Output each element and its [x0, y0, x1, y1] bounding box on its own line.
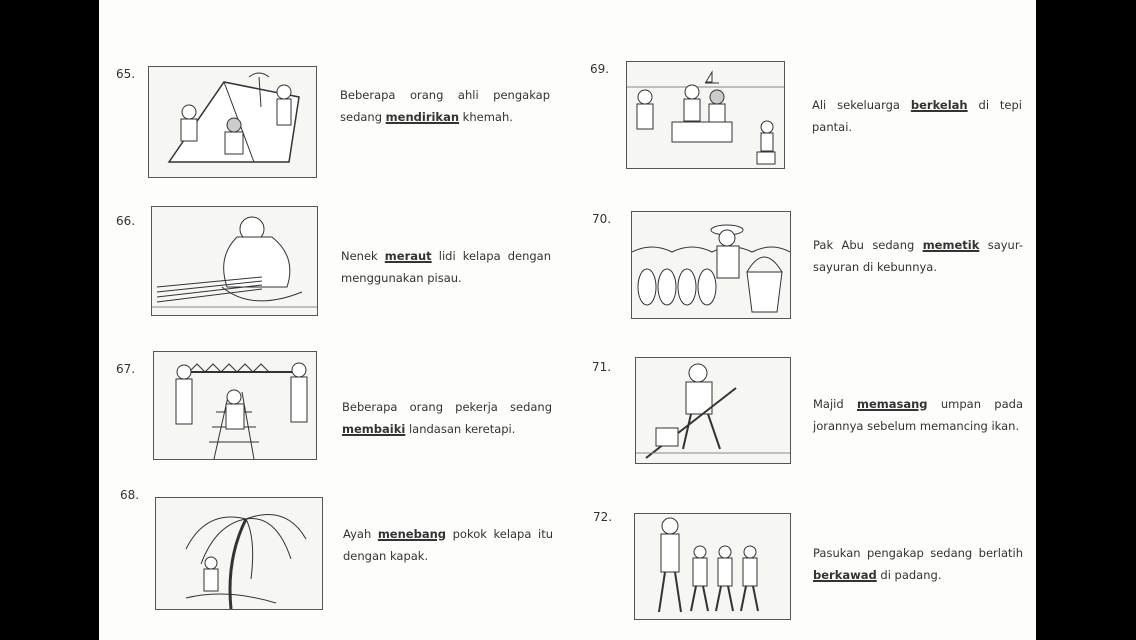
item-number: 66.	[116, 214, 136, 228]
item-number: 70.	[592, 212, 612, 226]
keyword-verb: mendirikan	[385, 110, 460, 124]
item-number: 68.	[120, 488, 140, 502]
illustration-vegetable-garden	[631, 211, 791, 319]
caption-70: Pak Abu sedang memetik sayur-sayuran di kebunnya.	[813, 238, 1023, 274]
item-number: 65.	[116, 67, 136, 81]
caption-71: Majid memasang umpan pada jorannya sebelum memancing ikan.	[813, 397, 1023, 433]
illustration-scouts-tent	[148, 66, 317, 178]
item-number: 72.	[593, 510, 613, 524]
caption-67: Beberapa orang pekerja sedang membaiki landasan keretapi.	[342, 400, 552, 436]
illustration-railway-workers	[153, 351, 317, 460]
illustration-scouts-marching	[634, 513, 791, 620]
keyword-verb: memetik	[922, 238, 980, 252]
caption-69: Ali sekeluarga berkelah di tepi pantai.	[812, 98, 1022, 134]
illustration-coconut-tree	[155, 497, 323, 610]
illustration-grandmother-broom	[151, 206, 318, 316]
keyword-verb: berkawad	[813, 568, 877, 582]
keyword-verb: berkelah	[910, 98, 968, 112]
caption-65: Beberapa orang ahli pengakap sedang mendirikan khemah.	[340, 88, 550, 124]
illustration-family-picnic	[626, 61, 785, 169]
caption-72: Pasukan pengakap sedang berlatih berkawad di padang.	[813, 546, 1023, 582]
keyword-verb: menebang	[377, 527, 447, 541]
caption-68: Ayah menebang pokok kelapa itu dengan kapak.	[343, 527, 553, 563]
keyword-verb: meraut	[384, 249, 432, 263]
keyword-verb: memasang	[856, 397, 928, 411]
item-number: 71.	[592, 360, 612, 374]
item-number: 69.	[590, 62, 610, 76]
caption-66: Nenek meraut lidi kelapa dengan menggunakan pisau.	[341, 249, 551, 285]
item-number: 67.	[116, 362, 136, 376]
illustration-boy-fishing	[635, 357, 791, 464]
keyword-verb: membaiki	[342, 422, 406, 436]
worksheet-page	[99, 0, 1036, 640]
